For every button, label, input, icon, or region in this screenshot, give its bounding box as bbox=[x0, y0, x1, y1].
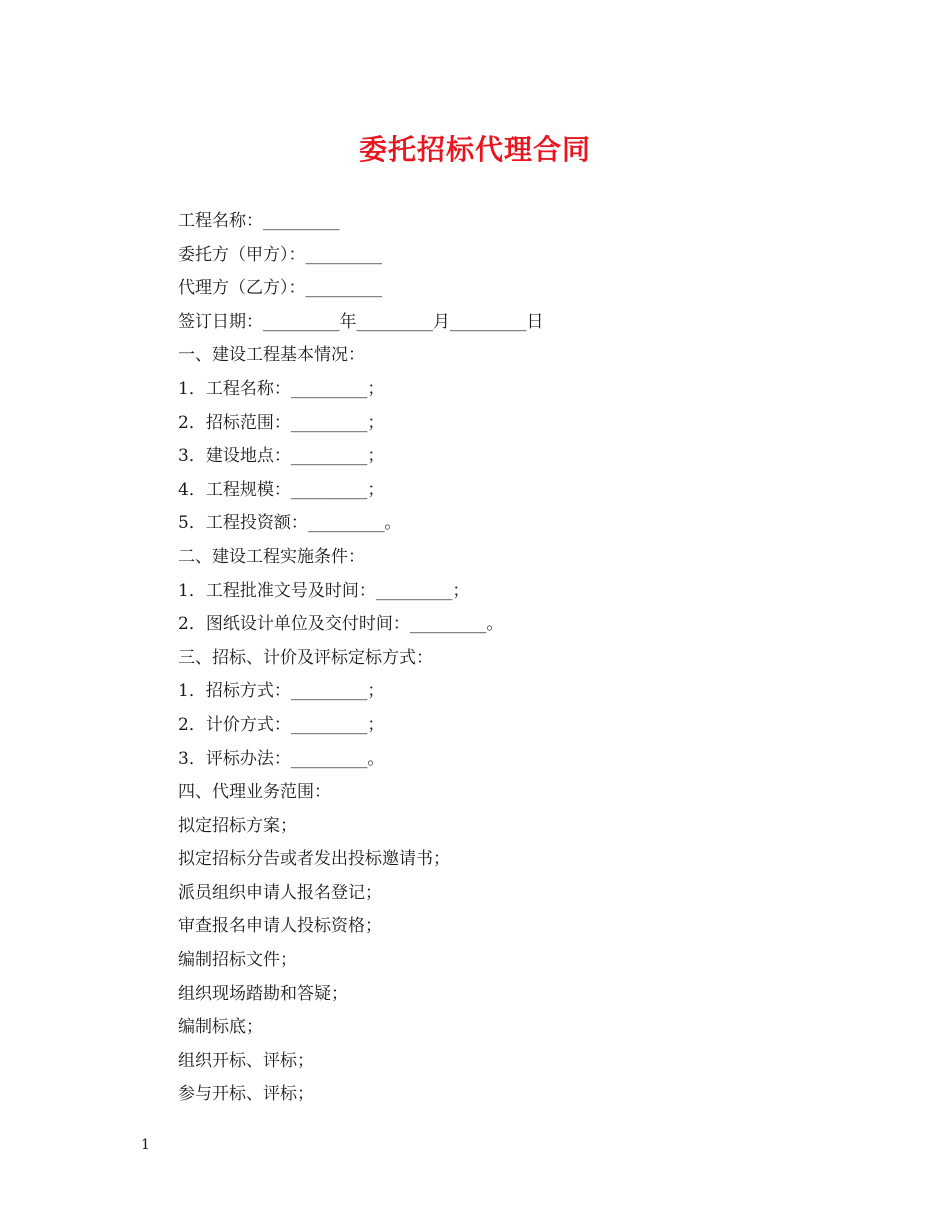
section-heading: 二、建设工程实施条件： bbox=[178, 546, 365, 567]
body-line: 编制标底； bbox=[178, 1017, 263, 1038]
body-line: 2．招标范围：_________； bbox=[178, 412, 385, 433]
section-heading: 四、代理业务范围： bbox=[178, 782, 331, 803]
body-line: 2．图纸设计单位及交付时间：_________。 bbox=[178, 614, 504, 635]
body-line: 签订日期：_________年_________月_________日 bbox=[178, 311, 544, 332]
body-line: 代理方（乙方）：_________ bbox=[178, 278, 382, 299]
body-line: 拟定招标方案； bbox=[178, 815, 297, 836]
body-line: 1．招标方式：_________； bbox=[178, 681, 385, 702]
body-line: 工程名称：_________ bbox=[178, 211, 340, 231]
document-body bbox=[178, 205, 878, 1112]
page-number: 1 bbox=[141, 1137, 150, 1153]
section-heading: 三、招标、计价及评标定标方式： bbox=[178, 647, 433, 668]
body-line: 3．建设地点：_________； bbox=[178, 446, 385, 467]
section-heading: 一、建设工程基本情况： bbox=[178, 345, 365, 366]
body-line: 4．工程规模：_________； bbox=[178, 479, 385, 500]
body-line: 5．工程投资额：_________。 bbox=[178, 513, 402, 534]
body-line: 派员组织申请人报名登记； bbox=[178, 882, 382, 903]
body-line: 1．工程批准文号及时间：_________； bbox=[178, 580, 470, 601]
body-line: 拟定招标分告或者发出投标邀请书； bbox=[178, 849, 450, 870]
body-line: 审查报名申请人投标资格； bbox=[178, 916, 382, 937]
body-line: 参与开标、评标； bbox=[178, 1084, 314, 1105]
body-line: 委托方（甲方）：_________ bbox=[178, 244, 382, 265]
body-line: 编制招标文件； bbox=[178, 950, 297, 971]
body-line: 2．计价方式：_________； bbox=[178, 714, 385, 735]
body-line: 3．评标办法：_________。 bbox=[178, 748, 385, 769]
body-line: 组织开标、评标； bbox=[178, 1050, 314, 1071]
document-title: 委托招标代理合同 bbox=[358, 133, 591, 166]
body-line: 组织现场踏勘和答疑； bbox=[178, 983, 348, 1004]
body-line: 1．工程名称：_________； bbox=[178, 378, 385, 399]
